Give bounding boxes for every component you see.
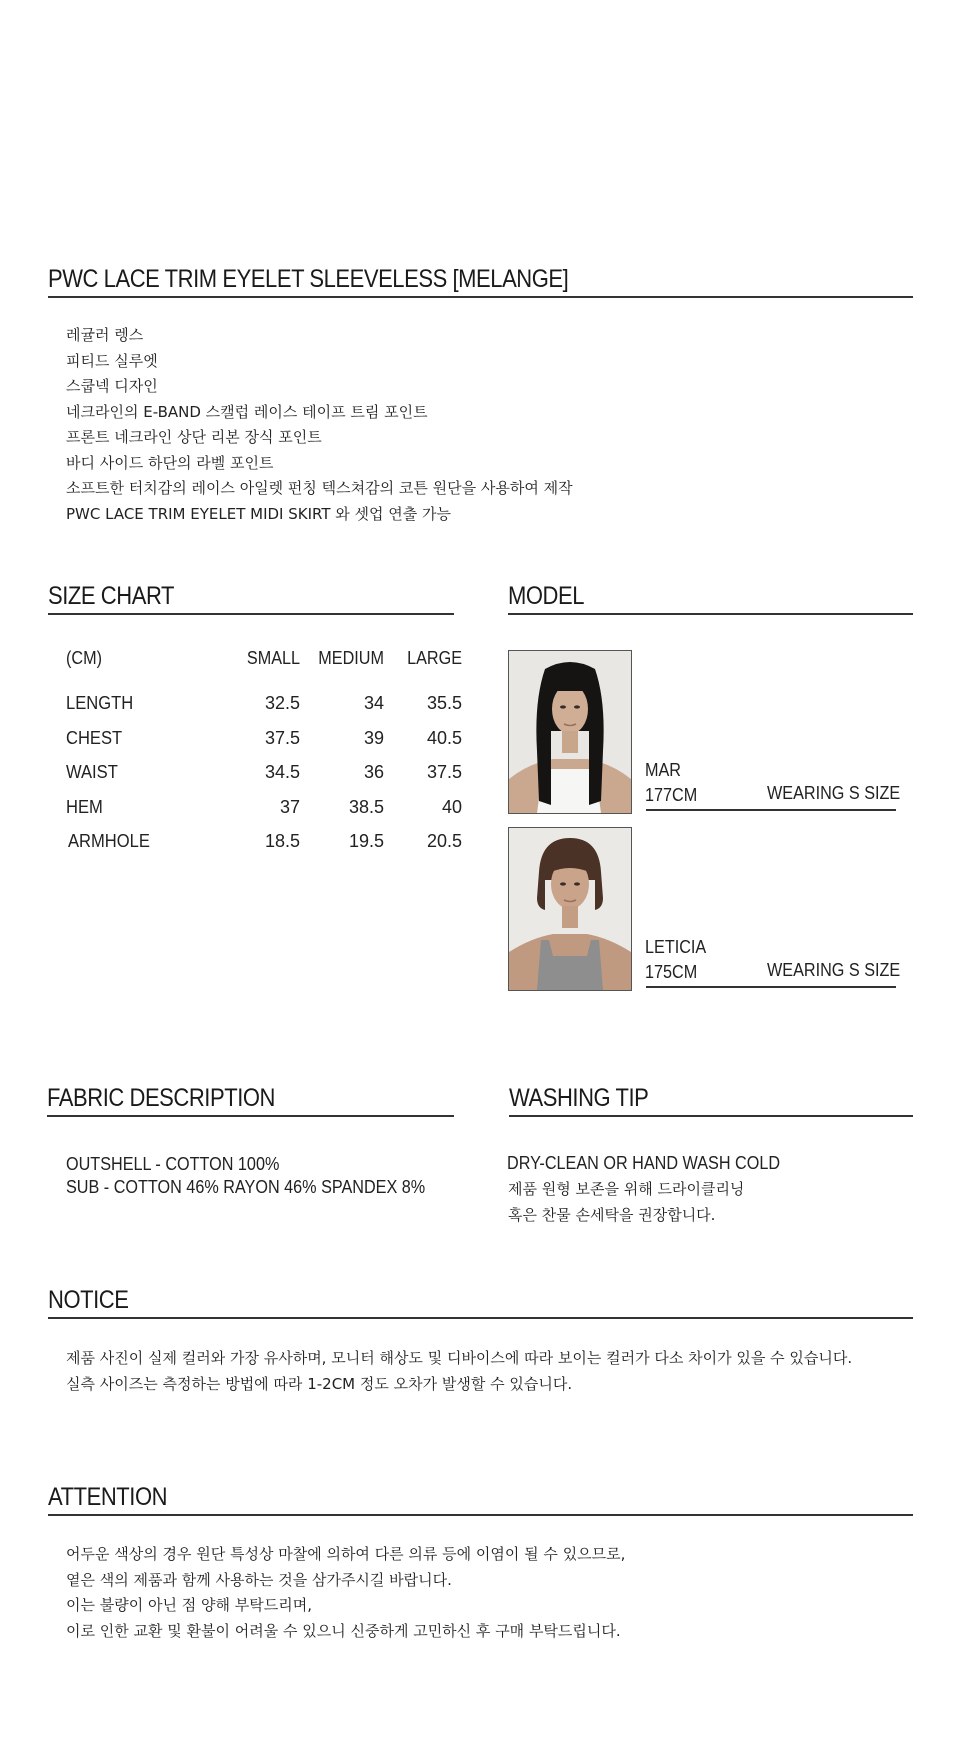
- cell-value: 35.5: [426, 693, 462, 713]
- cell-value: 34: [363, 693, 384, 713]
- feature-item: 레귤러 렝스: [66, 326, 144, 344]
- cell-value: 36: [363, 762, 384, 782]
- attention-line: 옅은 색의 제품과 함께 사용하는 것을 삼가주시길 바랍니다.: [66, 1570, 452, 1589]
- unit-label: (CM): [66, 648, 102, 668]
- row-label: CHEST: [66, 727, 123, 748]
- notice-divider: [48, 1317, 913, 1319]
- cell-value: 20.5: [426, 831, 462, 851]
- column-medium: MEDIUM: [318, 648, 384, 668]
- size-chart-table: [66, 648, 462, 866]
- washing-heading: WASHING TIP: [509, 1084, 649, 1112]
- table-row: [66, 797, 462, 832]
- model-height-mar: 177CM: [645, 785, 698, 805]
- model-portrait-mar: [509, 651, 631, 813]
- notice-line: 제품 사진이 실제 컬러와 가장 유사하며, 모니터 해상도 및 디바이스에 따라 보이는 컬러가 다소 차이가 있을 수 있습니다.: [66, 1349, 853, 1367]
- cell-value: 19.5: [348, 831, 384, 851]
- column-small: SMALL: [246, 648, 300, 668]
- table-row: [66, 831, 462, 866]
- feature-list: [66, 323, 573, 527]
- washing-line: 제품 원형 보존을 위해 드라이클리닝: [508, 1180, 745, 1198]
- washing-details: [508, 1177, 744, 1228]
- feature-item: 프론트 네크라인 상단 리본 장식 포인트: [66, 428, 322, 446]
- cell-value: 39: [363, 727, 384, 748]
- washing-line: 혹은 찬물 손세탁을 권장합니다.: [508, 1205, 716, 1224]
- cell-value: 34.5: [264, 762, 300, 782]
- model-heading: MODEL: [508, 582, 585, 610]
- model-name-leticia: LETICIA: [645, 937, 707, 957]
- attention-line: 이로 인한 교환 및 환불이 어려울 수 있으니 신중하게 고민하신 후 구매 부탁드립니다.: [66, 1621, 621, 1640]
- model-divider-mar: [646, 809, 896, 811]
- size-chart-divider: [48, 613, 454, 615]
- attention-heading: ATTENTION: [48, 1483, 168, 1511]
- cell-value: 18.5: [264, 831, 300, 851]
- product-title: PWC LACE TRIM EYELET SLEEVELESS [MELANGE]: [48, 265, 569, 293]
- attention-divider: [48, 1514, 913, 1516]
- feature-item: 네크라인의 E-BAND 스캘럽 레이스 테이프 트림 포인트: [66, 402, 428, 421]
- model-photo-mar: [508, 650, 632, 814]
- row-label: HEM: [66, 796, 103, 817]
- cell-value: 32.5: [264, 693, 300, 713]
- model-divider-leticia: [646, 986, 896, 988]
- attention-line: 이는 불량이 아닌 점 양해 부탁드리며,: [66, 1596, 312, 1614]
- fabric-divider: [47, 1115, 454, 1117]
- size-chart-heading: SIZE CHART: [48, 582, 174, 610]
- feature-item: 피티드 실루엣: [66, 351, 158, 370]
- notice-heading: NOTICE: [48, 1286, 129, 1314]
- feature-item: 소프트한 터치감의 레이스 아일렛 펀칭 텍스쳐감의 코튼 원단을 사용하여 제작: [66, 479, 573, 497]
- feature-item: 바디 사이드 하단의 라벨 포인트: [66, 453, 274, 472]
- size-chart-header-row: [66, 648, 462, 693]
- washing-divider: [509, 1115, 913, 1117]
- fabric-heading: FABRIC DESCRIPTION: [47, 1084, 276, 1112]
- row-label: ARMHOLE: [68, 831, 150, 851]
- table-row: [66, 762, 462, 797]
- notice-line: 실측 사이즈는 측정하는 방법에 따라 1-2CM 정도 오차가 발생할 수 있습니다.: [66, 1374, 573, 1393]
- row-label: LENGTH: [66, 693, 134, 713]
- wearing-size-mar: WEARING S SIZE: [767, 783, 901, 803]
- fabric-line: SUB - COTTON 46% RAYON 46% SPANDEX 8%: [66, 1177, 426, 1197]
- title-divider: [48, 296, 913, 298]
- attention-text: [66, 1542, 625, 1644]
- cell-value: 37.5: [264, 727, 300, 748]
- model-photo-leticia: [508, 827, 632, 991]
- cell-value: 40: [441, 796, 462, 817]
- feature-item: 스쿱넥 디자인: [66, 377, 158, 395]
- cell-value: 37: [279, 796, 300, 817]
- attention-line: 어두운 색상의 경우 원단 특성상 마찰에 의하여 다른 의류 등에 이염이 될 수 있으므로,: [66, 1545, 626, 1563]
- row-label: WAIST: [66, 762, 118, 782]
- model-height-leticia: 175CM: [645, 962, 698, 982]
- notice-text: [66, 1346, 852, 1397]
- column-large: LARGE: [407, 648, 462, 668]
- washing-instruction: DRY-CLEAN OR HAND WASH COLD: [507, 1153, 781, 1173]
- fabric-details: [66, 1153, 425, 1199]
- table-row: [66, 728, 462, 763]
- wearing-size-leticia: WEARING S SIZE: [767, 960, 901, 980]
- cell-value: 37.5: [426, 762, 462, 782]
- feature-item: PWC LACE TRIM EYELET MIDI SKIRT 와 셋업 연출 가능: [66, 504, 452, 523]
- model-name-mar: MAR: [645, 760, 681, 780]
- model-portrait-leticia: [509, 828, 631, 990]
- cell-value: 38.5: [348, 796, 384, 817]
- fabric-line: OUTSHELL - COTTON 100%: [66, 1154, 280, 1174]
- cell-value: 40.5: [426, 727, 462, 748]
- table-row: [66, 693, 462, 728]
- model-divider: [508, 613, 913, 615]
